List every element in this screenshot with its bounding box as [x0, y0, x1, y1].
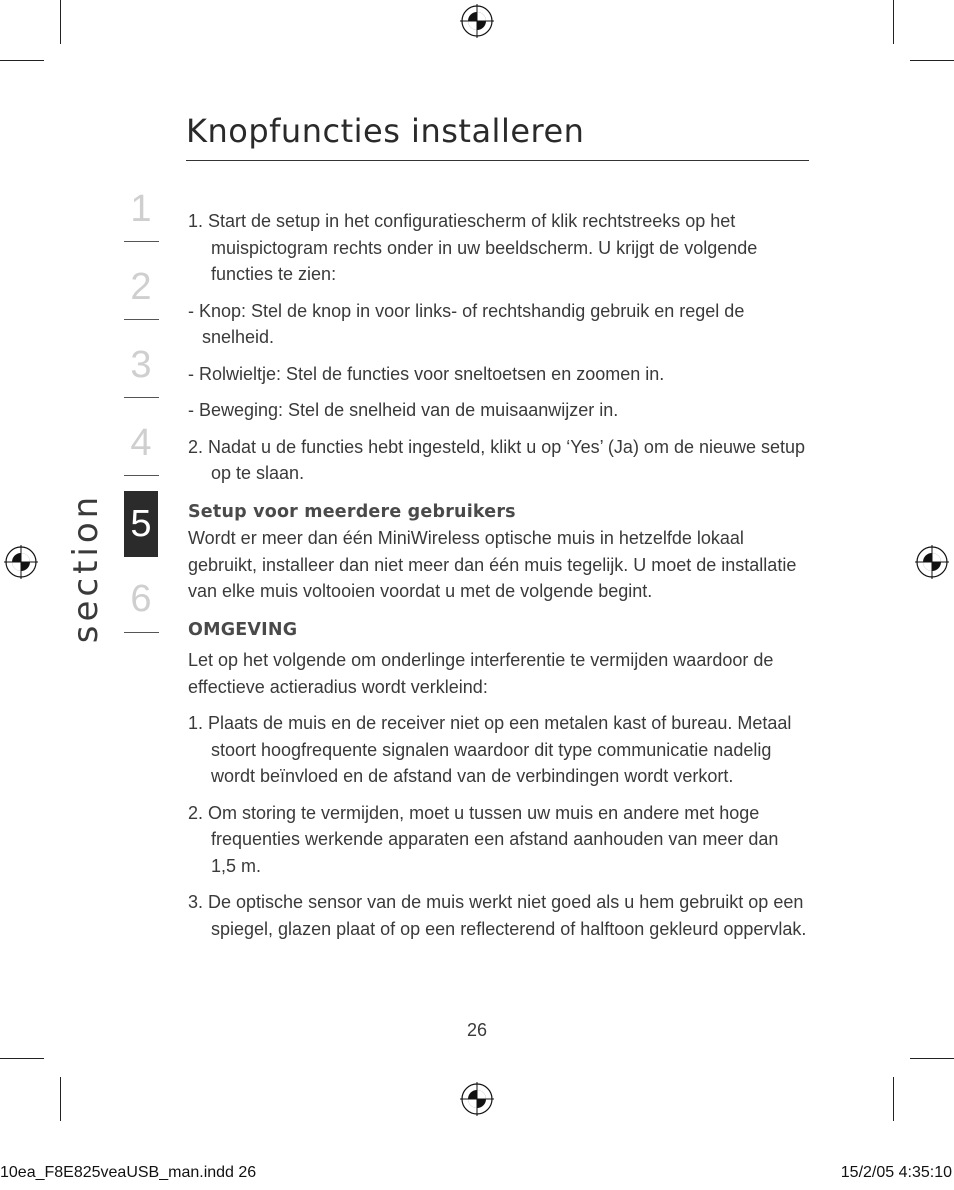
section-number-2: 2	[130, 266, 152, 308]
step-1: 1. Start de setup in het configuratiescherm of klik rechtstreeks op het muispictogram rechts onder in uw beeldscherm. U krijgt de volgende functies te zien:	[188, 211, 758, 284]
crop-mark	[60, 1077, 61, 1121]
section-divider	[124, 241, 159, 242]
crop-mark	[0, 60, 44, 61]
crop-mark	[60, 0, 61, 44]
heading-environment: OMGEVING	[188, 619, 298, 640]
section-number-6: 6	[130, 578, 152, 620]
bullet-knop: - Knop: Stel de knop in voor links- of rechtshandig gebruik en regel de snelheid.	[188, 300, 745, 347]
crop-mark	[0, 1058, 44, 1059]
section-number-1: 1	[130, 188, 152, 230]
section-divider	[124, 475, 159, 476]
crop-mark	[910, 1058, 954, 1059]
environment-item-1: 1. Plaats de muis en de receiver niet op een metalen kast of bureau. Metaal stoort hoogfrequente signalen waardoor dit type communicatie nadelig wordt beïnvloed en de afstand van de verbindingen wordt verkort.	[188, 713, 792, 786]
section-number-3: 3	[130, 344, 152, 386]
section-active-label: 5	[130, 503, 152, 545]
bullet-beweging: - Beweging: Stel de snelheid van de muisaanwijzer in.	[188, 400, 619, 420]
page-number: 26	[466, 1020, 488, 1040]
section-number-4: 4	[130, 422, 152, 464]
footer-filename: 10ea_F8E825veaUSB_man.indd 26	[0, 1164, 257, 1181]
registration-mark-icon	[915, 545, 949, 579]
page-title: Knopfuncties installeren	[186, 112, 585, 150]
bullet-rolwieltje: - Rolwieltje: Stel de functies voor sneltoetsen en zoomen in.	[188, 363, 665, 384]
section-divider	[124, 397, 159, 398]
heading-multi-user: Setup voor meerdere gebruikers	[188, 501, 516, 522]
footer-datetime: 15/2/05 4:35:10	[840, 1164, 952, 1181]
registration-mark-icon	[460, 1082, 494, 1116]
crop-mark	[893, 1077, 894, 1121]
section-label	[66, 492, 106, 644]
environment-item-3: 3. De optische sensor van de muis werkt niet goed als u hem gebruikt op een spiegel, glazen plaat of op een reflecterend of halftoon gekleurd oppervlak.	[188, 892, 807, 939]
step-2: 2. Nadat u de functies hebt ingesteld, klikt u op ‘Yes’ (Ja) om de nieuwe setup op te slaan.	[188, 436, 806, 483]
section-word: section	[66, 492, 106, 644]
registration-mark-icon	[460, 4, 494, 38]
crop-mark	[910, 60, 954, 61]
section-divider	[124, 319, 159, 320]
section-number-5-active	[124, 491, 158, 557]
title-divider	[186, 160, 809, 161]
paragraph-multi-user: Wordt er meer dan één MiniWireless optische muis in hetzelfde lokaal gebruikt, installeer dan niet meer dan één muis tegelijk. U moet de installatie van elke muis voltooien voordat u met de volgende begint.	[188, 528, 797, 601]
registration-mark-icon	[4, 545, 38, 579]
section-divider	[124, 632, 159, 633]
environment-item-2: 2. Om storing te vermijden, moet u tussen uw muis en andere met hoge frequenties werkende apparaten een afstand aanhouden van meer dan 1,5 m.	[188, 802, 779, 876]
body-content	[188, 208, 808, 942]
crop-mark	[893, 0, 894, 44]
paragraph-environment: Let op het volgende om onderlinge interferentie te vermijden waardoor de effectieve actieradius wordt verkleind:	[188, 650, 774, 697]
